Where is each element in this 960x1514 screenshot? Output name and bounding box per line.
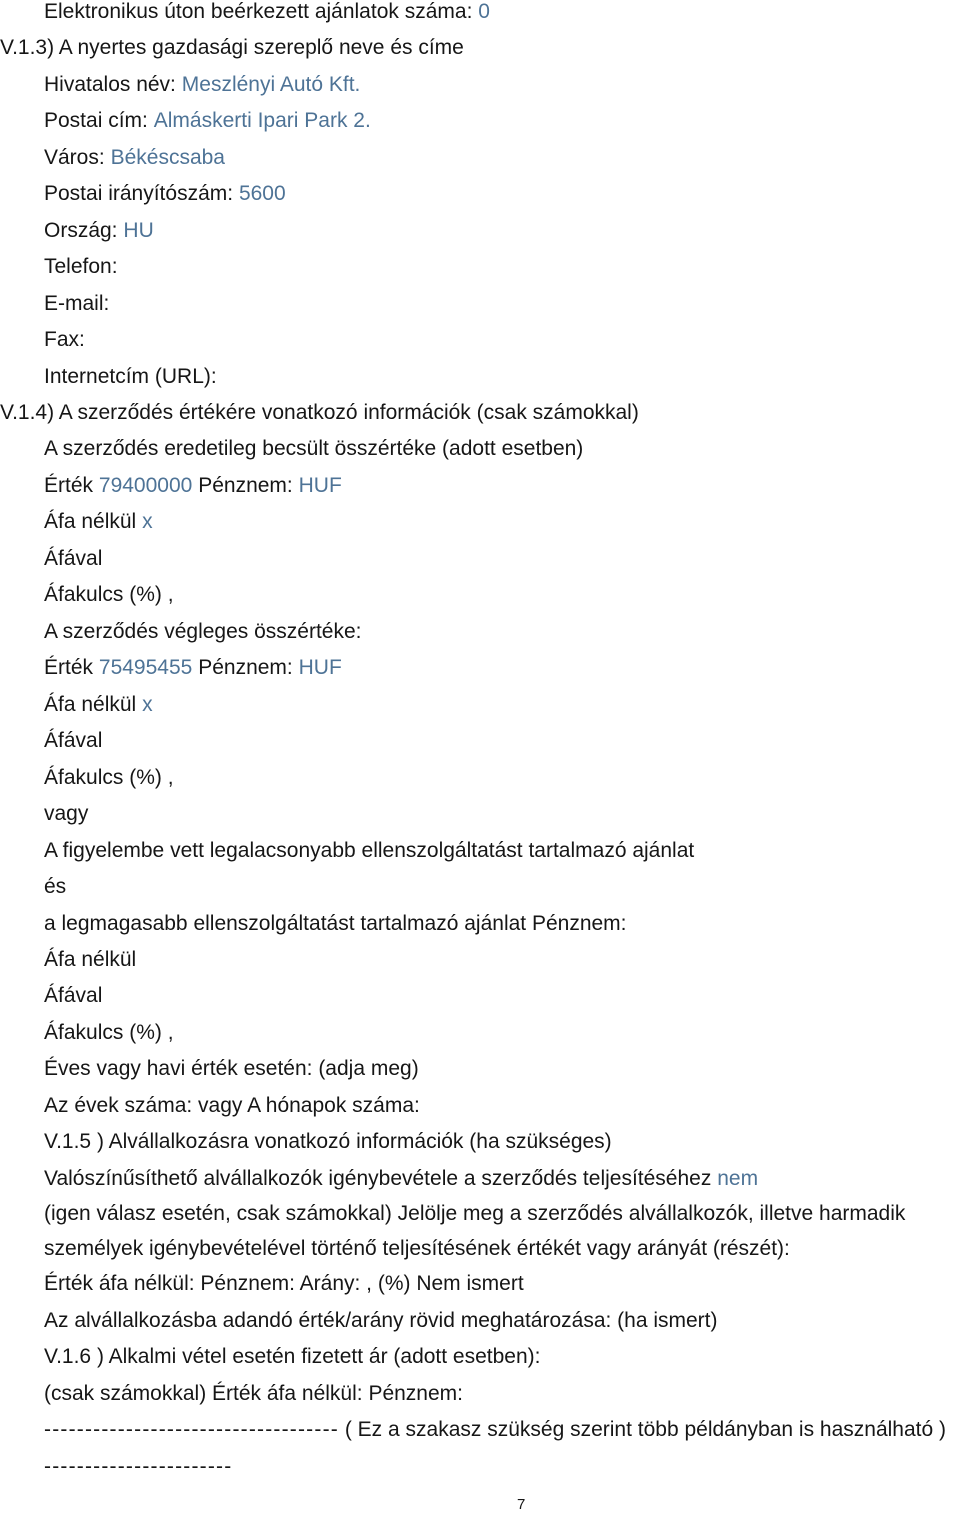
section-v16-heading: V.1.6 ) Alkalmi vétel esetén fizetett ár (adott esetben):: [44, 1345, 541, 1369]
postal-code-label: Postai irányítószám:: [44, 182, 234, 206]
url-line: [0, 359, 960, 395]
estimated-net-label: Áfa nélkül: [44, 510, 137, 534]
lowest-offer-line: A figyelembe vett legalacsonyabb ellenszolgáltatást tartalmazó ajánlat: [44, 838, 695, 862]
final-vat-rate-line: Áfakulcs (%) ,: [44, 765, 174, 789]
subcontracting-value-line: Érték áfa nélkül: Pénznem: Arány: , (%) Nem ismert: [44, 1272, 524, 1296]
country-value: HU: [123, 218, 154, 242]
postal-code-value: 5600: [238, 182, 286, 206]
subcontracting-instruction-line-1: (igen válasz esetén, csak számokkal) Jelölje meg a szerződés alvállalkozók, illetve harmadik: [44, 1202, 906, 1226]
estimated-currency-label: Pénznem:: [198, 473, 293, 497]
estimated-value-label: Érték: [44, 473, 94, 497]
separator-end-line: [0, 1449, 960, 1485]
subcontracting-description-line: Az alvállalkozásba adandó érték/arány rövid meghatározása: (ha ismert): [44, 1308, 718, 1332]
postal-address-label: Postai cím:: [44, 109, 148, 133]
periodic-value-line: Éves vagy havi érték esetén: (adja meg): [44, 1057, 419, 1081]
country-line: [0, 213, 960, 249]
occasional-purchase-value-line: (csak számokkal) Érték áfa nélkül: Pénznem:: [44, 1381, 463, 1405]
range-vat-rate-line: Áfakulcs (%) ,: [44, 1020, 174, 1044]
final-gross-line: Áfával: [44, 729, 103, 753]
final-value-line: [0, 650, 960, 686]
final-net-line: [0, 687, 960, 723]
separator-line: [0, 1412, 960, 1448]
estimated-net-mark: x: [142, 510, 153, 534]
separator-note: ( Ez a szakasz szükség szerint több példányban is használható ): [344, 1418, 946, 1442]
offers-received-value: 0: [478, 0, 490, 23]
final-currency-value: HUF: [298, 656, 342, 680]
final-net-mark: x: [142, 692, 153, 716]
email-label: E-mail:: [44, 291, 110, 315]
fax-label: Fax:: [44, 328, 85, 352]
final-currency-label: Pénznem:: [198, 656, 293, 680]
subcontracting-likely-line: [0, 1161, 960, 1197]
final-value-label: Érték: [44, 656, 94, 680]
periodic-duration-line: Az évek száma: vagy A hónapok száma:: [44, 1093, 420, 1117]
or-line: vagy: [44, 802, 89, 826]
city-label: Város:: [44, 145, 105, 169]
separator-dashes: ------------------------------------: [44, 1418, 339, 1442]
offers-received-line: [0, 0, 960, 30]
official-name-line: [0, 67, 960, 103]
section-v14-heading: V.1.4) A szerződés értékére vonatkozó információk (csak számokkal): [0, 400, 639, 424]
estimated-net-line: [0, 504, 960, 540]
estimated-vat-rate-line: Áfakulcs (%) ,: [44, 583, 174, 607]
subcontracting-likely-value: nem: [717, 1166, 759, 1190]
phone-label: Telefon:: [44, 255, 118, 279]
final-net-label: Áfa nélkül: [44, 692, 137, 716]
page-number: 7: [517, 1496, 526, 1513]
highest-offer-line: a legmagasabb ellenszolgáltatást tartalmazó ajánlat Pénznem:: [44, 911, 627, 935]
estimated-gross-line: Áfával: [44, 546, 103, 570]
postal-code-line: [0, 176, 960, 212]
fax-line: [0, 322, 960, 358]
official-name-value: Meszlényi Autó Kft.: [181, 72, 361, 96]
offers-received-label: Elektronikus úton beérkezett ajánlatok száma:: [44, 0, 473, 23]
postal-address-line: [0, 103, 960, 139]
city-line: [0, 140, 960, 176]
separator-end-dashes: -----------------------: [44, 1454, 233, 1478]
final-value-amount: 75495455: [98, 656, 193, 680]
and-line: és: [44, 875, 67, 899]
city-value: Békéscsaba: [110, 145, 225, 169]
phone-line: [0, 249, 960, 285]
estimated-value-line: [0, 468, 960, 504]
section-v15-heading: V.1.5 ) Alvállalkozásra vonatkozó információk (ha szükséges): [44, 1130, 612, 1154]
country-label: Ország:: [44, 218, 118, 242]
postal-address-value: Almáskerti Ipari Park 2.: [153, 109, 371, 133]
range-gross-line: Áfával: [44, 984, 103, 1008]
subcontracting-instruction-line-2: személyek igénybevételével történő teljesítésének értékét vagy arányát (részét):: [44, 1236, 790, 1260]
section-v13-heading: V.1.3) A nyertes gazdasági szereplő neve és címe: [0, 36, 464, 60]
final-value-title: A szerződés végleges összértéke:: [44, 619, 362, 643]
email-line: [0, 286, 960, 322]
range-net-line: Áfa nélkül: [44, 948, 137, 971]
official-name-label: Hivatalos név:: [44, 72, 176, 96]
url-label: Internetcím (URL):: [44, 364, 217, 388]
subcontracting-likely-label: Valószínűsíthető alvállalkozók igénybevétele a szerződés teljesítéséhez: [44, 1166, 712, 1190]
estimated-value-amount: 79400000: [98, 473, 193, 497]
estimated-currency-value: HUF: [298, 473, 342, 497]
estimated-value-title: A szerződés eredetileg becsült összértéke (adott esetben): [44, 437, 584, 461]
